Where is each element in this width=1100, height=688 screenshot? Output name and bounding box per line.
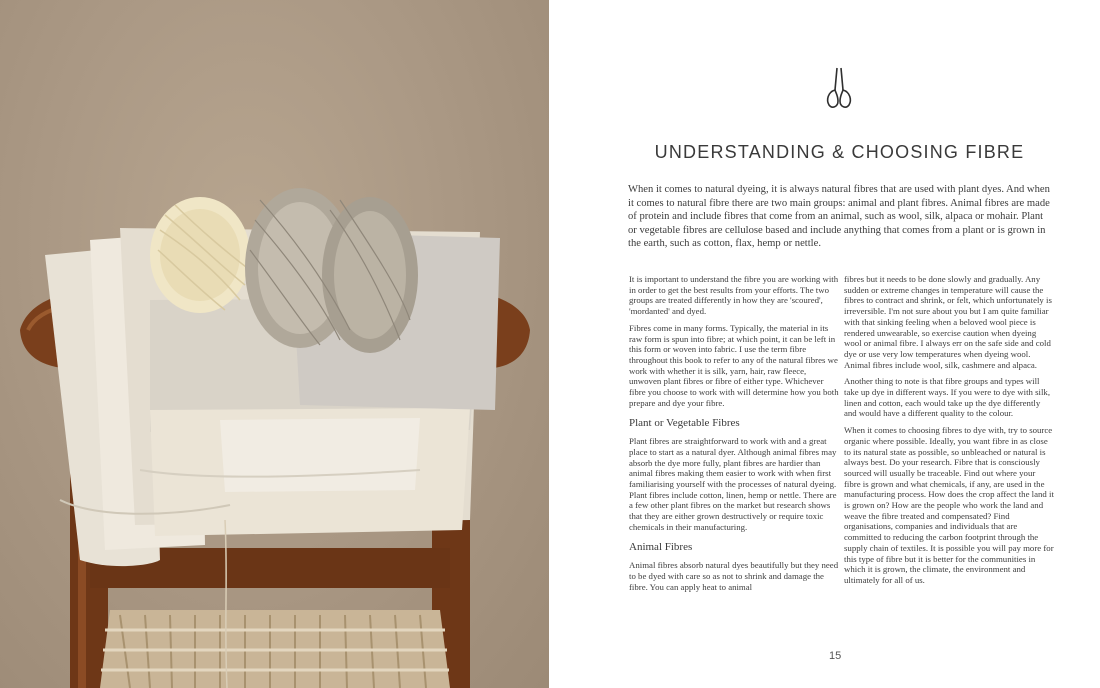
photo-illustration (0, 0, 549, 688)
body-paragraph: Fibres come in many forms. Typically, the material in its raw form is spun into fibre; at which point, it can be left in this form or woven into fabric. I use the term fibre throughout this book to refer to any of the natural fibres we work with whether it is silk, yarn, hair, raw fleece, unwoven plant fibres or fibre of either type. Whichever fibre you choose to work with will determine how you both prepare and dye your fibre. (629, 322, 839, 408)
left-column (629, 274, 839, 598)
woven-seat (100, 610, 450, 688)
right-column (844, 274, 1054, 592)
body-paragraph: Animal fibres absorb natural dyes beautifully but they need to be dyed with care so as not to shrink and damage the fibre. You can apply heat to animal (629, 560, 839, 592)
page-title: UNDERSTANDING & CHOOSING FIBRE (654, 142, 1025, 163)
section-heading-animal-fibres: Animal Fibres (629, 541, 693, 554)
body-paragraph: fibres but it needs to be done slowly and gradually. Any sudden or extreme changes in temperature will cause the fibres to contract and shrink, or felt, which unfortunately is irreversible. I'm not sure about you but I am quite familiar with that sinking feeling when a beloved wool piece is rendered unwearable, so exercise caution when dyeing wool or animal fibre. I always err on the safe side and cold dye or use very low temperatures when dyeing wool. Animal fibres include wool, silk, cashmere and alpaca. (844, 274, 1052, 370)
body-paragraph: When it comes to choosing fibres to dye with, try to source organic where possible. Ideally, you want fibre in as close to its natural state as possible, so unbleached or natural is always best. Do your research. Fibre that is consciously sourced will usually be traceable. Find out where your fibre is grown and what chemicals, if any, are used in the manufacturing process. How does the crop affect the land it is grown on? How are the people who work the land and weave the fibre treated and compensated? Find organisations, companies and individuals that are committed to reducing the carbon footprint through the supply chain of textiles. It is possible you will pay more for this type of fibre but it is better for the communities in which it is grown, the climate, the environment and ultimately for all of us. (844, 425, 1054, 585)
photo-chair-with-fibres (0, 0, 549, 688)
page-number: 15 (829, 650, 842, 662)
section-heading-plant-fibres: Plant or Vegetable Fibres (629, 417, 740, 430)
scissors-icon (824, 66, 854, 110)
body-paragraph: It is important to understand the fibre you are working with in order to get the best results from your efforts. The two groups are treated differently in how they are 'scoured', 'mordanted' and dyed. (629, 274, 839, 317)
body-paragraph: Another thing to note is that fibre groups and types will take up dye in different ways. If you were to dye with silk, linen and cotton, each would take up the dye differently and would have a different quality to the colour. (844, 376, 1051, 419)
body-paragraph: Plant fibres are straightforward to work with and a great place to start as a natural dyer. Although animal fibres may absorb the dye more fully, plant fibres are hardier than animal fibres making them easier to work with when first familiarising yourself with the processes of natural dyeing. Plant fibres include cotton, linen, hemp or nettle. There are a few other plant fibres on the market but research shows that they are either grown destructively or require toxic chemicals in their manufacturing. (629, 436, 837, 532)
text-page (549, 0, 1100, 688)
intro-paragraph: When it comes to natural dyeing, it is always natural fibres that are used with plant dyes. And when it comes to natural fibre there are two main groups: animal and plant fibres. Animal fibres are made of protein and include fibres that come from an animal, such as wool, silk, alpaca or mohair. Plant or vegetable fibres are cellulose based and include anything that comes from a plant or is grown in the earth, such as cotton, flax, hemp or nettle. (628, 184, 1050, 250)
